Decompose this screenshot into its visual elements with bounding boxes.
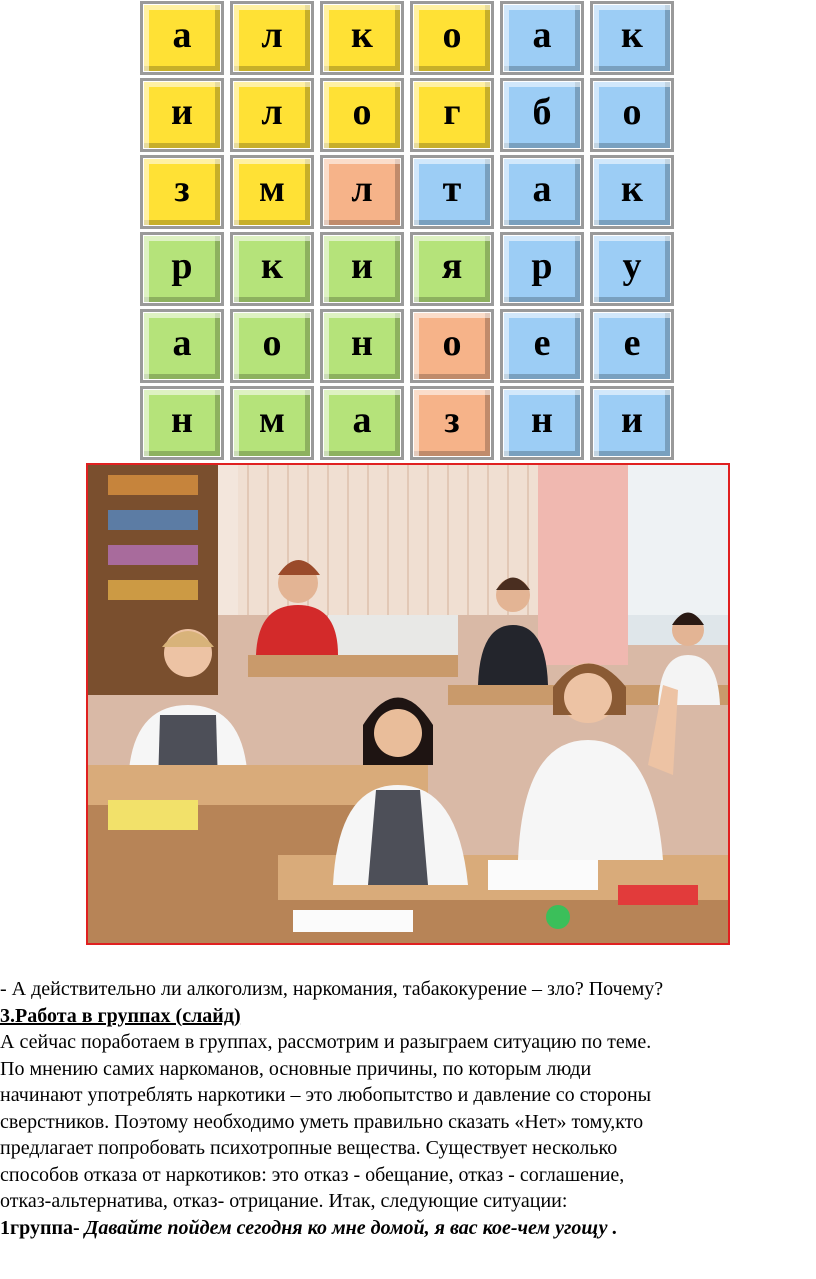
letter-tile xyxy=(320,1,404,75)
letter-tile-letter: о xyxy=(262,322,282,364)
letter-tile xyxy=(230,1,314,75)
letter-tile xyxy=(230,232,314,306)
question-line: - А действительно ли алкоголизм, наркомания, табакокурение – зло? Почему? xyxy=(0,978,664,1000)
letter-tile-letter: а xyxy=(172,322,192,364)
letter-tile xyxy=(500,155,584,229)
letter-tile xyxy=(140,386,224,460)
paragraph-line-6: способов отказа от наркотиков: это отказ - обещание, отказ - соглашение, xyxy=(0,1163,625,1186)
letter-tile-letter: е xyxy=(533,322,551,364)
letter-grid xyxy=(140,0,678,460)
letter-tile-letter: л xyxy=(261,91,283,133)
letter-tile-letter: я xyxy=(441,245,463,287)
letter-tile-letter: н xyxy=(171,399,193,441)
paragraph-line-7: отказ-альтернатива, отказ- отрицание. Итак, следующие ситуации: xyxy=(0,1190,568,1212)
letter-tile xyxy=(320,78,404,152)
section-heading: 3.Работа в группах (слайд) xyxy=(0,1004,241,1027)
classroom-photo xyxy=(86,463,730,945)
paragraph-line-3: начинают употреблять наркотики – это любопытство и давление со стороны xyxy=(0,1084,652,1106)
letter-tile-letter: о xyxy=(352,91,372,133)
letter-tile xyxy=(590,232,674,306)
letter-tile xyxy=(590,155,674,229)
letter-tile-letter: л xyxy=(261,14,283,56)
letter-tile-letter: р xyxy=(171,245,193,287)
letter-tile-letter: м xyxy=(259,168,285,210)
letter-tile xyxy=(500,386,584,460)
paragraph-line-4: сверстников. Поэтому необходимо уметь правильно сказать «Нет» тому,кто xyxy=(0,1110,644,1133)
letter-tile xyxy=(320,386,404,460)
paragraph-line-2: По мнению самих наркоманов, основные причины, по которым люди xyxy=(0,1057,592,1080)
letter-tile xyxy=(140,1,224,75)
letter-tile xyxy=(410,1,494,75)
letter-tile xyxy=(140,309,224,383)
letter-tile-letter: р xyxy=(531,245,553,287)
letter-tile xyxy=(140,232,224,306)
letter-tile-letter: к xyxy=(261,245,283,287)
letter-tile xyxy=(230,386,314,460)
letter-tile xyxy=(410,309,494,383)
group-task-line xyxy=(0,1215,816,1242)
letter-tile-letter: з xyxy=(174,168,190,210)
letter-tile xyxy=(320,232,404,306)
letter-tile-letter: к xyxy=(621,14,643,56)
paragraph-line-1: А сейчас поработаем в группах, рассмотрим и разыграем ситуацию по теме. xyxy=(0,1031,652,1053)
letter-tile xyxy=(590,309,674,383)
letter-tile-letter: и xyxy=(351,245,373,287)
group-task: Давайте пойдем сегодня ко мне домой, я вас кое-чем угощу . xyxy=(79,1216,618,1239)
letter-tile-letter: а xyxy=(532,14,552,56)
letter-tile-letter: а xyxy=(352,399,372,441)
letter-tile xyxy=(500,1,584,75)
letter-tile-letter: о xyxy=(442,322,462,364)
letter-tile-letter: л xyxy=(351,168,373,210)
letter-tile-letter: а xyxy=(172,14,192,56)
letter-tile-letter: и xyxy=(171,91,193,133)
letter-tile-letter: е xyxy=(623,322,641,364)
letter-tile xyxy=(500,78,584,152)
letter-tile-letter: и xyxy=(621,399,643,441)
letter-tile xyxy=(410,155,494,229)
letter-tile-letter: н xyxy=(531,399,553,441)
group-label: 1группа- xyxy=(0,1216,80,1239)
letter-tile-letter: к xyxy=(621,168,643,210)
letter-tile-letter: о xyxy=(622,91,642,133)
letter-tile xyxy=(230,78,314,152)
letter-tile xyxy=(410,232,494,306)
lesson-text xyxy=(0,976,816,1241)
letter-tile xyxy=(410,386,494,460)
letter-tile xyxy=(500,309,584,383)
letter-tile xyxy=(500,232,584,306)
letter-tile-letter: у xyxy=(622,245,642,287)
letter-tile-letter: з xyxy=(444,399,460,441)
classroom-illustration xyxy=(88,465,728,943)
letter-tile xyxy=(590,386,674,460)
letter-tile-letter: о xyxy=(442,14,462,56)
letter-tile xyxy=(410,78,494,152)
paragraph-line-5: предлагает попробовать психотропные вещества. Существует несколько xyxy=(0,1137,618,1159)
letter-tile-letter: а xyxy=(532,168,552,210)
letter-tile xyxy=(590,1,674,75)
letter-tile xyxy=(230,309,314,383)
letter-tile-letter: б xyxy=(532,91,552,133)
letter-tile-letter: т xyxy=(442,168,462,210)
letter-tile-letter: н xyxy=(351,322,373,364)
letter-tile-letter: к xyxy=(351,14,373,56)
letter-tile xyxy=(230,155,314,229)
letter-tile-letter: г xyxy=(443,91,461,133)
letter-tile-letter: м xyxy=(259,399,285,441)
letter-tile xyxy=(140,155,224,229)
letter-tile xyxy=(320,309,404,383)
letter-tile xyxy=(320,155,404,229)
letter-tile xyxy=(140,78,224,152)
letter-tile xyxy=(590,78,674,152)
